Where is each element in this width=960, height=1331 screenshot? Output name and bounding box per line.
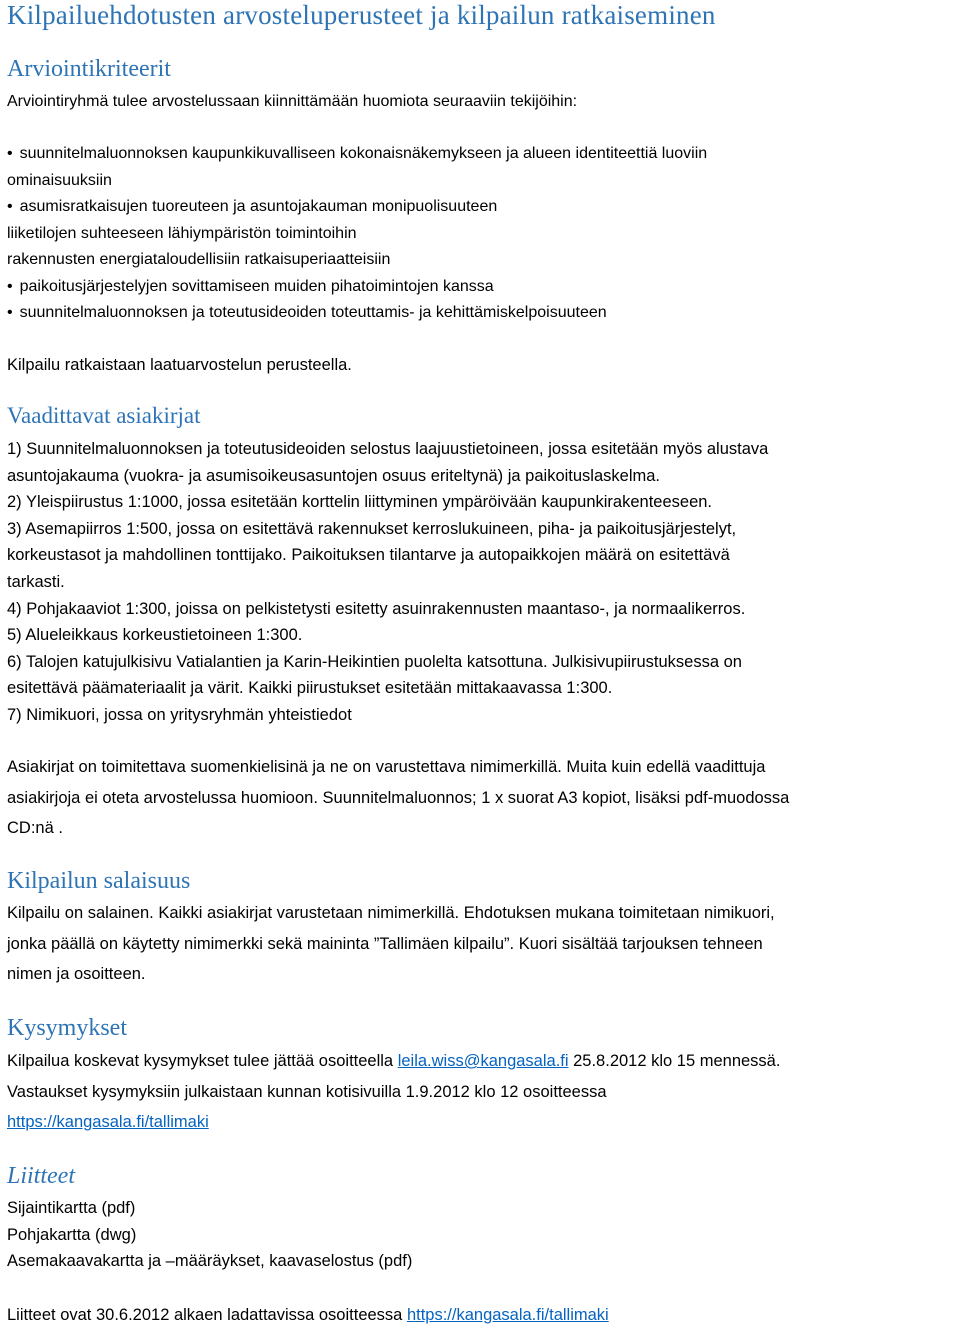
documents-list <box>7 436 768 729</box>
criteria-heading: Arviointikriteerit <box>7 56 171 82</box>
secrecy-heading: Kilpailun salaisuus <box>7 868 191 894</box>
document-line: korkeustasot ja mahdollinen tonttijako. Paikoituksen tilantarve ja autopaikkojen määrä on esitettävä <box>7 546 730 565</box>
note-line: CD:nä . <box>7 819 63 837</box>
questions-line-1 <box>7 1046 780 1077</box>
email-link[interactable]: leila.wiss@kangasala.fi <box>397 1052 569 1070</box>
document-line: 7) Nimikuori, jossa on yritysryhmän yhteistiedot <box>7 705 352 724</box>
document-line: esitettävä päämateriaalit ja värit. Kaikki piirustukset esitetään mittakaavassa 1:300. <box>7 679 613 698</box>
list-item: ominaisuuksiin <box>7 171 112 189</box>
criteria-intro: Arviointiryhmä tulee arvostelussaan kiinnittämään huomiota seuraaviin tekijöihin: <box>7 93 578 110</box>
list-item: • paikoitusjärjestelyjen sovittamiseen muiden pihatoimintojen kanssa <box>7 274 707 301</box>
document-line: 3) Asemapiirros 1:500, jossa on esitettävä rakennukset kerroslukuineen, piha- ja paikoitusjärjestelyt, <box>7 519 737 538</box>
questions-website-link[interactable]: https://kangasala.fi/tallimaki <box>7 1113 209 1131</box>
attachment-item: Pohjakartta (dwg) <box>7 1225 137 1244</box>
document-line: 2) Yleispiirustus 1:1000, jossa esitetään korttelin liittyminen ympäröivään kaupunkirakenteeseen. <box>7 493 713 512</box>
secrecy-line: Kilpailu on salainen. Kaikki asiakirjat varustetaan nimimerkillä. Ehdotuksen mukana toimitetaan nimikuori, <box>7 904 775 922</box>
document-line: 4) Pohjakaaviot 1:300, joissa on pelkistetysti esitetty asuinrakennusten maantaso-, ja normaalikerros. <box>7 599 746 618</box>
attachments-footer-text: Liitteet ovat 30.6.2012 alkaen ladattavissa osoitteessa <box>7 1306 407 1324</box>
attachment-item: Sijaintikartta (pdf) <box>7 1199 136 1217</box>
document-line: 5) Alueleikkaus korkeustietoineen 1:300. <box>7 626 303 645</box>
document-line: 6) Talojen katujulkisivu Vatialantien ja Karin-Heikintien puolelta katsottuna. Julkisivupiirustuksessa on <box>7 652 742 671</box>
secrecy-line: nimen ja osoitteen. <box>7 965 146 983</box>
questions-line-2: Vastaukset kysymyksiin julkaistaan kunnan kotisivuilla 1.9.2012 klo 12 osoitteessa <box>7 1082 607 1101</box>
note-line: Asiakirjat on toimitettava suomenkielisinä ja ne on varustettava nimimerkillä. Muita kuin edellä vaadittuja <box>7 758 766 776</box>
questions-text <box>7 1046 780 1138</box>
attachments-list <box>7 1195 412 1275</box>
page-title: Kilpailuehdotusten arvosteluperusteet ja kilpailun ratkaiseminen <box>7 0 716 30</box>
attachments-footer <box>7 1302 609 1329</box>
questions-heading: Kysymykset <box>7 1015 127 1041</box>
document-line: asuntojakauma (vuokra- ja asumisoikeusasuntojen osuus eriteltynä) ja paikoituslaskelma. <box>7 466 660 485</box>
list-item: rakennusten energiataloudellisiin ratkaisuperiaatteisiin <box>7 251 391 268</box>
attachments-heading: Liitteet <box>7 1163 75 1189</box>
documents-heading: Vaadittavat asiakirjat <box>7 403 201 428</box>
questions-line-1-after: 25.8.2012 klo 15 mennessä. <box>568 1052 781 1070</box>
documents-note <box>7 752 789 844</box>
secrecy-line: jonka päällä on käytetty nimimerkki sekä maininta ”Tallimäen kilpailu”. Kuori sisältää tarjouksen tehneen <box>7 934 763 953</box>
list-item: • suunnitelmaluonnoksen kaupunkikuvalliseen kokonaisnäkemykseen ja alueen identiteettiä luoviin <box>7 141 707 168</box>
attachments-link[interactable]: https://kangasala.fi/tallimaki <box>406 1306 609 1324</box>
questions-line-1-before: Kilpailua koskevat kysymykset tulee jättää osoitteella <box>7 1052 398 1070</box>
document-line: tarkasti. <box>7 572 65 591</box>
secrecy-text <box>7 898 775 990</box>
list-item: • suunnitelmaluonnoksen ja toteutusideoiden toteuttamis- ja kehittämiskelpoisuuteen <box>7 300 707 327</box>
list-item: liiketilojen suhteeseen lähiympäristön toimintoihin <box>7 224 357 242</box>
criteria-conclusion: Kilpailu ratkaistaan laatuarvostelun perusteella. <box>7 356 352 374</box>
document-line: 1) Suunnitelmaluonnoksen ja toteutusideoiden selostus laajuustietoineen, jossa esitetään myös alustava <box>7 440 769 458</box>
attachment-item: Asemakaavakartta ja –määräykset, kaavaselostus (pdf) <box>7 1252 413 1271</box>
note-line: asiakirjoja ei oteta arvostelussa huomioon. Suunnitelmaluonnos; 1 x suorat A3 kopiot, lisäksi pdf-muodossa <box>7 788 790 807</box>
criteria-list <box>7 141 707 327</box>
list-item: • asumisratkaisujen tuoreuteen ja asuntojakauman monipuolisuuteen <box>7 194 707 221</box>
